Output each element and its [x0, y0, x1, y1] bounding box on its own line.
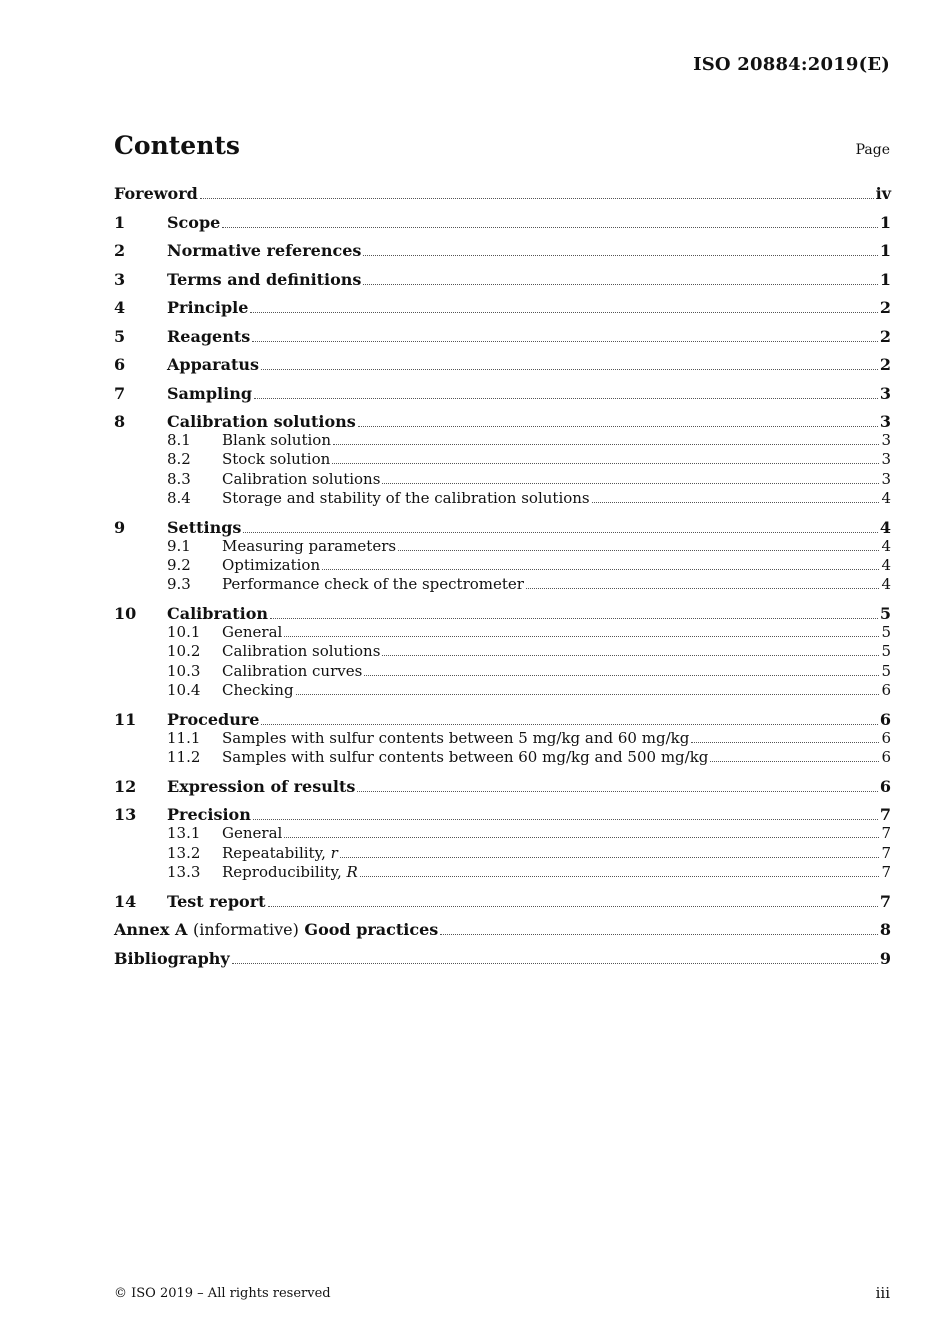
toc-entry-clause-7[interactable] [114, 384, 891, 403]
toc-entry-title: Terms and definitions [167, 269, 362, 289]
toc-entry-clause-10[interactable] [114, 604, 891, 623]
dot-leader [296, 694, 880, 695]
toc-entry-page: 3 [881, 431, 891, 449]
toc-entry-page: 7 [881, 862, 891, 881]
toc-entry-subclause-13.2[interactable] [114, 844, 891, 863]
copyright-notice: © ISO 2019 – All rights reserved [114, 1286, 331, 1301]
dot-leader [360, 876, 880, 877]
toc-entry-clause-9[interactable] [114, 518, 891, 537]
toc-entry-subclause-9.2[interactable] [114, 556, 891, 575]
table-of-contents [114, 184, 891, 968]
toc-entry-page: 2 [879, 326, 891, 346]
toc-entry-subclause-10.2[interactable] [114, 642, 891, 661]
toc-entry-number: 3 [114, 269, 126, 289]
toc-entry-page: 7 [879, 891, 891, 911]
toc-entry-clause-8[interactable] [114, 412, 891, 431]
annex-label: Annex A [114, 920, 188, 940]
toc-entry-title [222, 556, 320, 575]
toc-entry-page: 3 [881, 469, 891, 488]
toc-entry-page: 4 [881, 488, 891, 507]
dot-leader [357, 791, 878, 792]
toc-entry-subclause-8.4[interactable] [114, 489, 891, 508]
dot-leader [332, 463, 879, 464]
toc-entry-page: iv [875, 184, 891, 203]
toc-entry-title [114, 920, 438, 939]
toc-entry-title [222, 863, 358, 882]
toc-entry-page: 7 [879, 805, 891, 825]
dot-leader [284, 636, 879, 637]
toc-entry-number: 9.3 [167, 575, 191, 594]
dot-leader [382, 483, 879, 484]
toc-entry-number: 2 [114, 241, 126, 260]
toc-entry-title: Scope [167, 212, 221, 232]
dot-leader [322, 569, 879, 570]
toc-entry-title: Reagents [167, 326, 251, 346]
toc-entry-page: 5 [881, 661, 891, 680]
dot-leader [333, 444, 879, 445]
toc-entry-title: Foreword [114, 184, 198, 203]
toc-entry-title-text: Calibration solutions [222, 469, 381, 488]
toc-entry-subclause-11.2[interactable] [114, 748, 891, 767]
toc-entry-number: 12 [114, 776, 137, 796]
toc-entry-number: 8 [114, 412, 126, 431]
toc-entry-page: 5 [879, 604, 891, 624]
page-number: iii [875, 1284, 890, 1302]
toc-entry-number: 8.1 [167, 431, 191, 449]
toc-entry-subclause-8.3[interactable] [114, 470, 891, 489]
dot-leader [364, 675, 879, 676]
toc-entry-subclause-9.1[interactable] [114, 537, 891, 556]
toc-entry-number: 4 [114, 298, 126, 317]
toc-entry-page: 6 [881, 748, 891, 767]
toc-entry-title [222, 748, 708, 767]
toc-entry-page: 4 [881, 575, 891, 594]
toc-entry-title [222, 470, 380, 489]
toc-entry-title: Principle [167, 298, 249, 317]
toc-entry-number: 11.2 [167, 748, 201, 767]
toc-entry-page: 9 [879, 948, 891, 968]
toc-entry-title-text: Measuring parameters [222, 536, 397, 555]
toc-entry-number: 10 [114, 604, 137, 624]
toc-entry-number: 13.3 [167, 862, 201, 881]
toc-entry-title [222, 489, 590, 508]
dot-leader [200, 198, 874, 199]
toc-entry-title [222, 681, 294, 700]
toc-entry-number: 10.3 [167, 661, 201, 680]
dot-leader [592, 502, 880, 503]
toc-entry-title-text: General [222, 623, 283, 642]
toc-entry-title [222, 623, 282, 642]
toc-entry-foreword[interactable] [114, 184, 891, 203]
toc-entry-page: 2 [879, 298, 891, 317]
toc-entry-page: 8 [879, 920, 891, 940]
toc-entry-subclause-13.3[interactable] [114, 863, 891, 882]
toc-entry-page: 5 [881, 642, 891, 661]
toc-entry-symbol: R [346, 862, 358, 881]
toc-entry-page: 6 [879, 776, 891, 796]
toc-entry-title: Calibration [167, 604, 269, 624]
toc-entry-bibliography[interactable] [114, 949, 891, 968]
toc-entry-title-text: Performance check of the spectrometer [222, 575, 524, 594]
toc-entry-title: Calibration solutions [167, 412, 356, 431]
toc-entry-page: 3 [879, 383, 891, 403]
toc-entry-page: 4 [879, 517, 891, 537]
toc-entry-title: Apparatus [167, 355, 259, 374]
toc-entry-clause-4[interactable] [114, 298, 891, 317]
toc-entry-page: 3 [879, 412, 891, 431]
toc-entry-title [222, 575, 524, 594]
toc-entry-page: 1 [879, 241, 891, 260]
toc-entry-number: 13 [114, 805, 137, 825]
dot-leader [222, 227, 878, 228]
toc-entry-page: 1 [879, 269, 891, 289]
toc-entry-number: 13.1 [167, 824, 201, 843]
toc-entry-title [222, 824, 282, 843]
toc-entry-title-text: Samples with sulfur contents between 5 mg/kg and 60 mg/kg [222, 728, 690, 747]
toc-entry-number: 8.3 [167, 469, 191, 488]
toc-entry-title-text: Storage and stability of the calibration solutions [222, 488, 590, 507]
toc-entry-subclause-10.3[interactable] [114, 662, 891, 681]
toc-entry-clause-13[interactable] [114, 805, 891, 824]
toc-entry-number: 9 [114, 517, 126, 537]
toc-entry-page: 7 [881, 843, 891, 862]
toc-entry-annex-a[interactable] [114, 920, 891, 939]
toc-entry-title [222, 450, 330, 469]
toc-entry-number: 11.1 [167, 728, 201, 747]
dot-leader [270, 618, 878, 619]
dot-leader [363, 255, 877, 256]
dot-leader [358, 426, 878, 427]
toc-entry-title-text: Calibration curves [222, 661, 363, 680]
dot-leader [261, 724, 877, 725]
dot-leader [382, 655, 879, 656]
dot-leader [253, 819, 878, 820]
toc-entry-number: 1 [114, 212, 126, 232]
dot-leader [232, 963, 878, 964]
toc-entry-page: 4 [881, 536, 891, 555]
toc-entry-title: Settings [167, 517, 242, 537]
page-column-label: Page [855, 142, 890, 158]
toc-entry-number: 6 [114, 355, 126, 374]
toc-entry-title-text: Samples with sulfur contents between 60 mg/kg and 500 mg/kg [222, 748, 709, 767]
toc-entry-subclause-11.1[interactable] [114, 729, 891, 748]
toc-entry-title: Normative references [167, 241, 362, 260]
annex-title: Good practices [304, 920, 439, 940]
toc-entry-page: 6 [881, 680, 891, 699]
dot-leader [268, 906, 878, 907]
toc-entry-number: 10.4 [167, 680, 201, 699]
toc-entry-title: Expression of results [167, 776, 356, 796]
toc-entry-page: 4 [881, 555, 891, 574]
dot-leader [261, 369, 878, 370]
toc-entry-number: 13.2 [167, 843, 201, 862]
toc-entry-page: 7 [881, 824, 891, 843]
toc-entry-number: 14 [114, 891, 137, 911]
toc-entry-clause-1[interactable] [114, 213, 891, 232]
dot-leader [340, 857, 880, 858]
dot-leader [250, 312, 877, 313]
toc-entry-subclause-10.1[interactable] [114, 623, 891, 642]
dot-leader [691, 742, 879, 743]
toc-entry-subclause-10.4[interactable] [114, 681, 891, 700]
toc-entry-clause-11[interactable] [114, 710, 891, 729]
toc-entry-title: Bibliography [114, 948, 230, 968]
toc-entry-page: 1 [879, 212, 891, 232]
toc-entry-title-text: Calibration solutions [222, 642, 381, 661]
toc-entry-page: 2 [879, 355, 891, 374]
toc-entry-subclause-8.2[interactable] [114, 450, 891, 469]
toc-entry-title [222, 729, 689, 748]
toc-entry-title [222, 537, 396, 556]
toc-entry-number: 8.4 [167, 488, 191, 507]
toc-entry-number: 8.2 [167, 450, 191, 469]
toc-entry-subclause-13.1[interactable] [114, 824, 891, 843]
toc-entry-title-text: Stock solution [222, 450, 331, 469]
toc-entry-title-text: General [222, 824, 283, 843]
dot-leader [710, 761, 879, 762]
toc-entry-title: Sampling [167, 383, 253, 403]
toc-entry-number: 7 [114, 383, 126, 403]
dot-leader [252, 341, 878, 342]
contents-heading: Contents [114, 131, 241, 160]
toc-entry-number: 10.2 [167, 642, 201, 661]
toc-entry-title-text: Optimization [222, 555, 321, 574]
dot-leader [363, 284, 877, 285]
toc-entry-clause-3[interactable] [114, 270, 891, 289]
toc-entry-title [222, 431, 331, 450]
toc-entry-clause-14[interactable] [114, 892, 891, 911]
toc-entry-symbol: r [330, 843, 338, 862]
toc-entry-clause-5[interactable] [114, 327, 891, 346]
dot-leader [254, 398, 878, 399]
toc-entry-title-text: Checking [222, 680, 294, 699]
toc-entry-title: Test report [167, 891, 266, 911]
dot-leader [440, 934, 878, 935]
toc-entry-page: 3 [881, 450, 891, 469]
toc-entry-page: 6 [881, 728, 891, 747]
toc-entry-title [222, 642, 380, 661]
toc-entry-title [222, 844, 338, 863]
annex-note: (informative) [192, 920, 299, 940]
toc-entry-subclause-8.1[interactable] [114, 431, 891, 450]
toc-entry-page: 6 [879, 709, 891, 729]
toc-entry-title: Procedure [167, 709, 260, 729]
toc-entry-number: 9.2 [167, 555, 191, 574]
toc-entry-title-text: Blank solution [222, 431, 331, 449]
toc-entry-number: 11 [114, 709, 137, 729]
toc-entry-clause-6[interactable] [114, 355, 891, 374]
toc-entry-page: 5 [881, 623, 891, 642]
toc-entry-clause-2[interactable] [114, 241, 891, 260]
document-id: ISO 20884:2019(E) [693, 54, 890, 75]
toc-entry-title-text: Repeatability, [222, 843, 331, 862]
toc-entry-clause-12[interactable] [114, 777, 891, 796]
dot-leader [243, 532, 877, 533]
toc-entry-number: 10.1 [167, 623, 201, 642]
dot-leader [398, 550, 879, 551]
toc-entry-number: 9.1 [167, 536, 191, 555]
dot-leader [526, 588, 879, 589]
toc-entry-title: Precision [167, 805, 251, 825]
toc-entry-number: 5 [114, 326, 126, 346]
toc-entry-title [222, 662, 362, 681]
toc-entry-subclause-9.3[interactable] [114, 575, 891, 594]
dot-leader [284, 837, 879, 838]
toc-entry-title-text: Reproducibility, [222, 862, 347, 881]
